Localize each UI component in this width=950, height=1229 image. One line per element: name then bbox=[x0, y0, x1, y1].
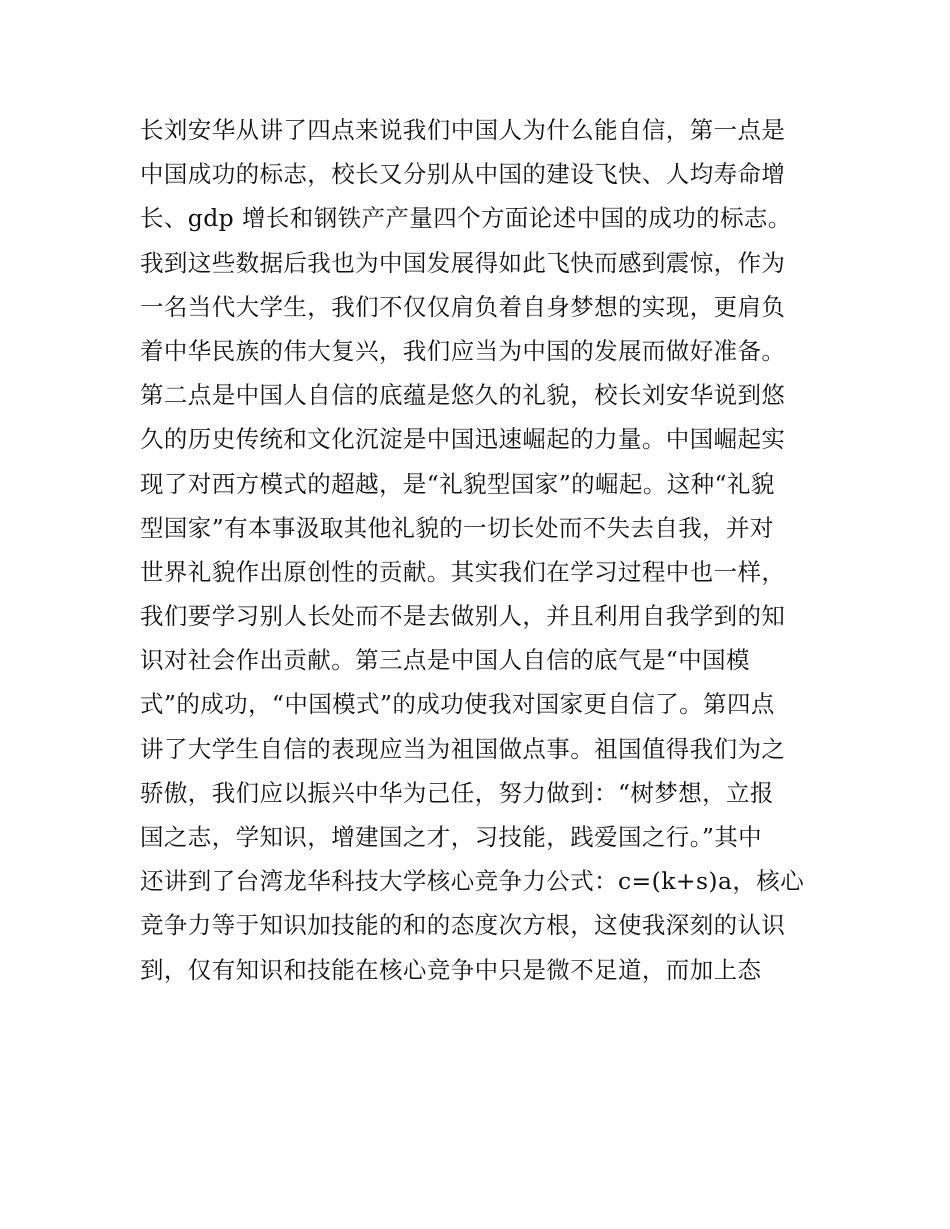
text-line: 中国成功的标志，校长又分别从中国的建设飞快、人均寿命增 bbox=[140, 160, 786, 189]
text-line: 型国家”有本事汲取其他礼貌的一切长处而不失去自我，并对 bbox=[140, 513, 774, 542]
text-line: 一名当代大学生，我们不仅仅肩负着自身梦想的实现，更肩负 bbox=[140, 292, 786, 321]
text-line: 着中华民族的伟大复兴，我们应当为中国的发展而做好准备。 bbox=[140, 336, 786, 365]
text-line: 久的历史传统和文化沉淀是中国迅速崛起的力量。中国崛起实 bbox=[140, 425, 786, 454]
text-line: 现了对西方模式的超越，是“礼貌型国家”的崛起。这种“礼貌 bbox=[140, 469, 775, 498]
text-line: 我们要学习别人长处而不是去做别人，并且利用自我学到的知 bbox=[140, 602, 786, 631]
text-line: 国之志，学知识，增建国之才，习技能，践爱国之行。”其中 bbox=[140, 823, 763, 851]
text-line: 到，仅有知识和技能在核心竞争中只是微不足道，而加上态 bbox=[140, 955, 762, 984]
text-line: 骄傲，我们应以振兴中华为己任，努力做到：“树梦想，立报 bbox=[140, 778, 774, 807]
text-line: 第二点是中国人自信的底蕴是悠久的礼貌，校长刘安华说到悠 bbox=[140, 381, 786, 410]
text-line: 式”的成功，“中国模式”的成功使我对国家更自信了。第四点 bbox=[140, 690, 775, 719]
text-line: 长刘安华从讲了四点来说我们中国人为什么能自信，第一点是 bbox=[140, 116, 786, 144]
text-line: 讲了大学生自信的表现应当为祖国做点事。祖国值得我们为之 bbox=[140, 734, 786, 763]
text-line: 世界礼貌作出原创性的贡献。其实我们在学习过程中也一样， bbox=[140, 557, 786, 586]
text-line: 我到这些数据后我也为中国发展得如此飞快而感到震惊，作为 bbox=[140, 248, 786, 277]
text-line: 还讲到了台湾龙华科技大学核心竞争力公式：c=(k+s)a，核心 bbox=[140, 867, 805, 896]
body-text bbox=[140, 108, 830, 992]
text-line: 长、gdp 增长和钢铁产产量四个方面论述中国的成功的标志。 bbox=[140, 204, 792, 233]
text-line: 识对社会作出贡献。第三点是中国人自信的底气是“中国模 bbox=[140, 646, 750, 675]
text-line: 竞争力等于知识加技能的和的态度次方根，这使我深刻的认识 bbox=[140, 911, 786, 940]
